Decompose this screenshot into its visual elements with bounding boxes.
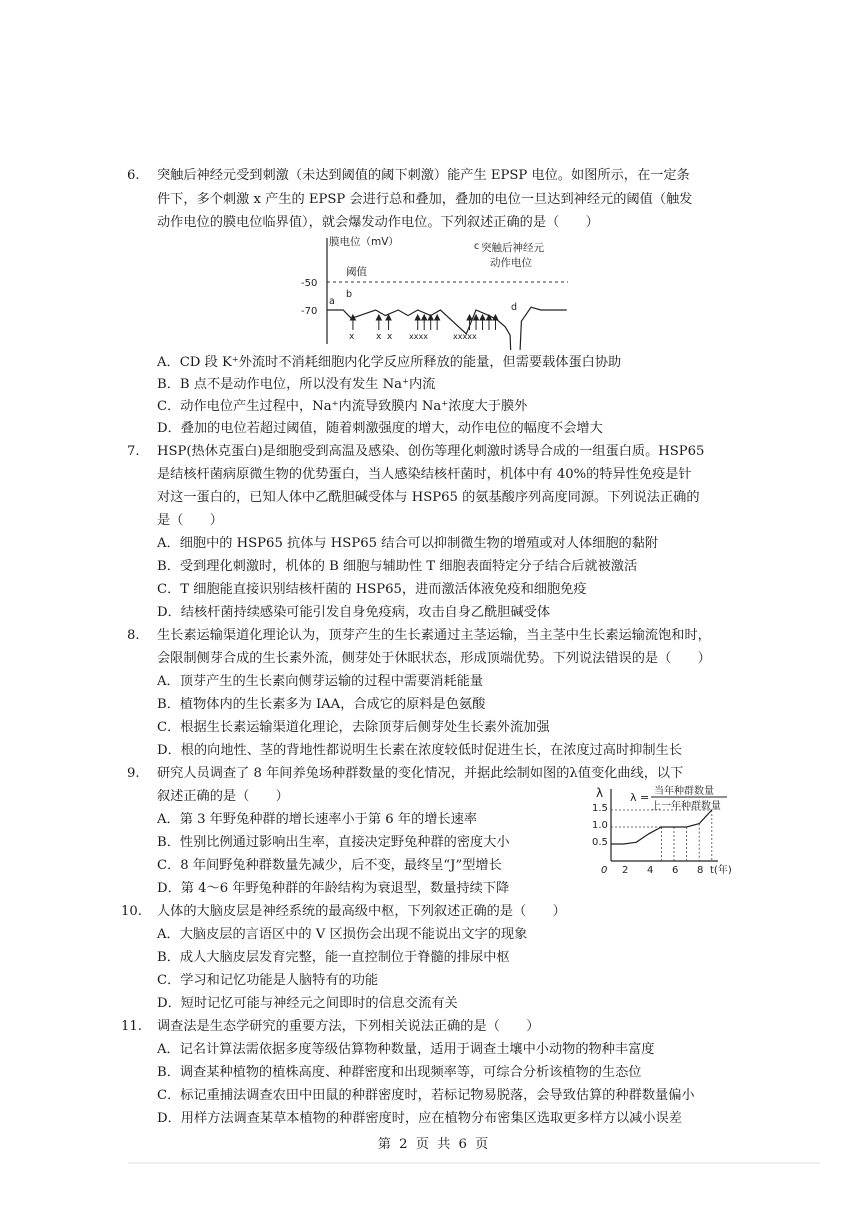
epsp-point-b: b <box>346 289 353 300</box>
epsp-figure <box>290 232 580 350</box>
question-stem-line: 是（ ） <box>157 513 223 528</box>
option-d: D．根的向地性、茎的背地性都说明生长素在浓度较低时促进生长，在浓度过高时抑制生长 <box>157 743 682 758</box>
epsp-ylabel: 膜电位（mV） <box>329 236 399 248</box>
lambda-xtick: 2 <box>622 865 629 875</box>
question-stem-line: 叙述正确的是（ ） <box>157 789 289 804</box>
stimulus-arrowhead <box>493 315 498 320</box>
stimulus-arrowhead <box>376 315 381 320</box>
epsp-threshold-label: 阈值 <box>346 266 367 278</box>
option-b: B．植物体内的生长素多为 IAA，合成它的原料是色氨酸 <box>157 697 486 712</box>
option-c: C．T 细胞能直接识别结核杆菌的 HSP65，进而激活体液免疫和细胞免疫 <box>157 582 587 597</box>
option-b: B．B 点不是动作电位，所以没有发生 Na⁺内流 <box>157 377 436 392</box>
lambda-grid <box>611 810 712 861</box>
stimulus-arrowhead <box>386 315 391 320</box>
question-stem-line: HSP(热休克蛋白)是细胞受到高温及感染、创伤等理化刺激时诱导合成的一组蛋白质。HSP65 <box>157 444 705 459</box>
option-c: C．根据生长素运输渠道化理论，去除顶芽后侧芽处生长素外流加强 <box>157 720 550 735</box>
option-d: D．短时记忆可能与神经元之间即时的信息交流有关 <box>157 996 458 1011</box>
epsp-stim-label: x <box>349 332 355 342</box>
option-b: B．受到理化刺激时，机体的 B 细胞与辅助性 T 细胞表面特定分子结合后就被激活 <box>157 559 638 574</box>
epsp-ap-label-1: 突触后神经元 <box>481 242 544 254</box>
question-stem-line: 调查法是生态学研究的重要方法，下列相关说法正确的是（ ） <box>157 1019 540 1034</box>
epsp-point-a: a <box>329 296 335 307</box>
page-bottom-divider <box>128 1162 820 1164</box>
question-number: 7. <box>127 444 140 459</box>
stimulus-arrowhead <box>467 315 472 320</box>
lambda-ylabel: λ <box>596 786 604 800</box>
lambda-curve <box>611 810 712 844</box>
stimulus-arrowhead <box>422 315 427 320</box>
epsp-point-c: c <box>474 241 480 252</box>
lambda-xtick: 4 <box>647 865 654 875</box>
question-number: 11. <box>121 1019 142 1034</box>
question-number: 10. <box>121 904 142 919</box>
lambda-formula-denominator: 上一年种群数量 <box>651 801 721 812</box>
epsp-stim-label: x <box>376 332 382 342</box>
option-d: D．第 4～6 年野兔种群的年龄结构为衰退型，数量持续下降 <box>157 881 510 896</box>
option-b: B．性别比例通过影响出生率，直接决定野兔种群的密度大小 <box>157 835 510 850</box>
option-a: A．大脑皮层的言语区中的 V 区损伤会出现不能说出文字的现象 <box>157 927 528 942</box>
lambda-formula-lhs: λ = <box>630 791 650 804</box>
option-d: D．叠加的电位若超过阈值，随着刺激强度的增大，动作电位的幅度不会增大 <box>157 421 603 436</box>
epsp-curve <box>327 307 567 350</box>
option-a: A．CD 段 K⁺外流时不消耗细胞内化学反应所释放的能量，但需要载体蛋白协助 <box>157 355 622 370</box>
question-stem-line: 是结核杆菌病原微生物的优势蛋白，当人感染结核杆菌时，机体中有 40%的特异性免疫是针 <box>157 467 692 482</box>
option-c: C．动作电位产生过程中，Na⁺内流导致膜内 Na⁺浓度大于膜外 <box>157 399 528 414</box>
lambda-ytick: 1.5 <box>592 803 608 814</box>
question-stem-line: 动作电位的膜电位临界值），就会爆发动作电位。下列叙述正确的是（ ） <box>157 215 599 230</box>
epsp-stim-label: xxxx <box>409 332 428 341</box>
stimulus-arrowhead <box>487 315 492 320</box>
option-c: C．标记重捕法调查农田中田鼠的种群密度时，若标记物易脱落，会导致估算的种群数量偏小 <box>157 1088 695 1103</box>
lambda-figure <box>588 783 748 875</box>
option-c: C．学习和记忆功能是人脑特有的功能 <box>157 973 379 988</box>
question-stem-line: 研究人员调查了 8 年间养兔场种群数量的变化情况，并据此绘制如图的λ值变化曲线，以下 <box>157 766 684 781</box>
question-stem-line: 人体的大脑皮层是神经系统的最高级中枢，下列叙述正确的是（ ） <box>157 904 566 919</box>
lambda-xtick: 0 <box>601 865 608 875</box>
epsp-stim-label: x <box>387 332 393 342</box>
stimulus-arrowhead <box>415 315 420 320</box>
question-number: 8. <box>127 628 140 643</box>
option-a: A．第 3 年野兔种群的增长速率小于第 6 年的增长速率 <box>157 812 478 827</box>
question-number: 6. <box>127 168 140 183</box>
option-b: B．成人大脑皮层发育完整，能一直控制位于脊髓的排尿中枢 <box>157 950 510 965</box>
question-stem-line: 会限制侧芽合成的生长素外流，侧芽处于休眠状态，形成顶端优势。下列说法错误的是（ ） <box>157 651 711 666</box>
option-a: A．细胞中的 HSP65 抗体与 HSP65 结合可以抑制微生物的增殖或对人体细胞的黏附 <box>157 536 659 551</box>
question-stem-line: 突触后神经元受到刺激（未达到阈值的阈下刺激）能产生 EPSP 电位。如图所示，在一定条 <box>157 168 690 183</box>
option-a: A．记名计算法需依据多度等级估算物种数量，适用于调查土壤中小动物的物种丰富度 <box>157 1042 655 1057</box>
question-stem-line: 对这一蛋白的，已知人体中乙酰胆碱受体与 HSP65 的氨基酸序列高度同源。下列说法正确的 <box>157 490 700 505</box>
lambda-xtick: 8 <box>697 865 704 875</box>
stimulus-arrowhead <box>480 315 485 320</box>
epsp-stim-label: xxxxx <box>453 332 477 341</box>
option-b: B．调查某种植物的植株高度、种群密度和出现频率等，可综合分析该植物的生态位 <box>157 1065 642 1080</box>
lambda-xtick: 6 <box>672 865 679 875</box>
lambda-ytick: 1.0 <box>592 820 608 831</box>
question-stem-line: 生长素运输渠道化理论认为，顶芽产生的生长素通过主茎运输，当主茎中生长素运输流饱和时， <box>157 628 711 643</box>
stimulus-arrowhead <box>350 315 355 320</box>
stimulus-arrowhead <box>435 315 440 320</box>
epsp-ytick: -70 <box>301 306 318 317</box>
epsp-ap-label-2: 动作电位 <box>490 257 532 269</box>
question-stem-line: 件下，多个刺激 x 产生的 EPSP 会进行总和叠加，叠加的电位一旦达到神经元的阈值（触发 <box>157 192 693 207</box>
stimulus-arrowhead <box>428 315 433 320</box>
option-d: D．结核杆菌持续感染可能引发自身免疫病，攻击自身乙酰胆碱受体 <box>157 605 551 620</box>
epsp-point-d: d <box>511 302 518 313</box>
epsp-stimulus-arrows <box>350 315 498 330</box>
option-d: D．用样方法调查某草本植物的种群密度时，应在植物分布密集区选取更多样方以减小误差 <box>157 1111 682 1126</box>
page-footer: 第 2 页 共 6 页 <box>377 1137 491 1152</box>
lambda-xunit: t(年) <box>710 865 732 875</box>
lambda-formula-numerator: 当年种群数量 <box>654 786 714 797</box>
epsp-ytick: -50 <box>301 278 318 289</box>
lambda-ytick: 0.5 <box>592 837 608 848</box>
question-number: 9. <box>127 766 140 781</box>
option-a: A．顶芽产生的生长素向侧芽运输的过程中需要消耗能量 <box>157 674 484 689</box>
option-c: C．8 年间野兔种群数量先减少，后不变，最终呈“J”型增长 <box>157 858 502 873</box>
